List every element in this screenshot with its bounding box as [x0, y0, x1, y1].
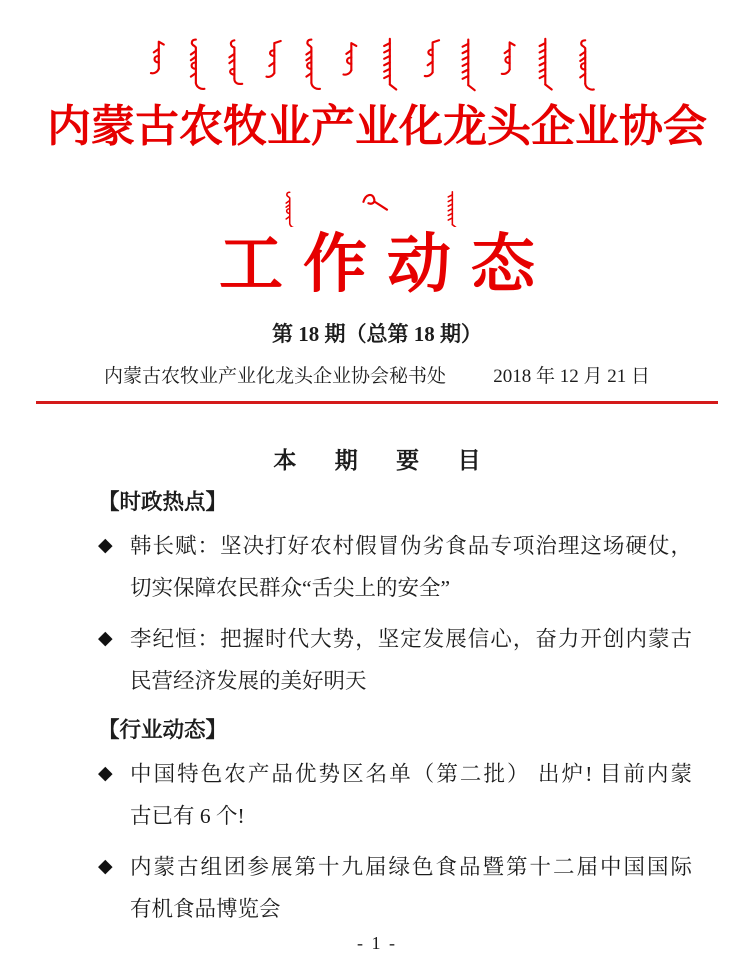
toc-item-text: [130, 753, 692, 837]
toc-item: [36, 846, 718, 930]
toc-item-text: [130, 525, 692, 609]
toc-item: [36, 525, 718, 609]
toc-item-line: 民营经济发展的美好明天: [130, 669, 367, 693]
toc-item-line: 有机食品博览会: [130, 897, 281, 921]
toc-item-line: 韩长赋：坚决打好农村假冒伪劣食品专项治理这场硬仗，: [130, 534, 692, 558]
contents-heading: 本 期 要 目: [273, 447, 497, 473]
mongolian-script-top-icon: [53, 36, 701, 92]
toc-item-line: 中国特色农产品优势区名单（第二批） 出炉! 目前内蒙: [130, 762, 692, 786]
publisher-row: [36, 365, 718, 389]
toc-item-line: 内蒙古组团参展第十九届绿色食品暨第十二届中国国际: [130, 855, 692, 879]
section-title-industry: 【行业动态】: [98, 718, 228, 742]
diamond-bullet-icon: ◆: [98, 535, 113, 556]
toc-item-line: 切实保障农民群众“舌尖上的安全”: [130, 576, 451, 600]
toc-item: [36, 753, 718, 837]
diamond-bullet-icon: ◆: [98, 628, 113, 649]
publish-date: 2018 年 12 月 21 日: [493, 366, 650, 388]
publisher-name: 内蒙古农牧业产业化龙头企业协会秘书处: [104, 366, 447, 388]
toc-item-text: [130, 846, 692, 930]
bulletin-title: 工作动态: [219, 229, 555, 301]
diamond-bullet-icon: ◆: [98, 856, 113, 877]
issue-number-line: 第 18 期（总第 18 期）: [272, 322, 482, 347]
toc-item-text: [130, 618, 692, 702]
page-number: - 1 -: [357, 933, 397, 953]
diamond-bullet-icon: ◆: [98, 763, 113, 784]
toc-item-line: 古已有 6 个!: [130, 804, 245, 828]
mongolian-script-middle-icon: [242, 189, 512, 228]
red-divider-rule: [36, 401, 718, 404]
association-name: 内蒙古农牧业产业化龙头企业协会: [47, 101, 707, 151]
section-title-politics: 【时政热点】: [98, 490, 228, 514]
toc-item: [36, 618, 718, 702]
toc-item-line: 李纪恒：把握时代大势，坚定发展信心，奋力开创内蒙古: [130, 627, 692, 651]
